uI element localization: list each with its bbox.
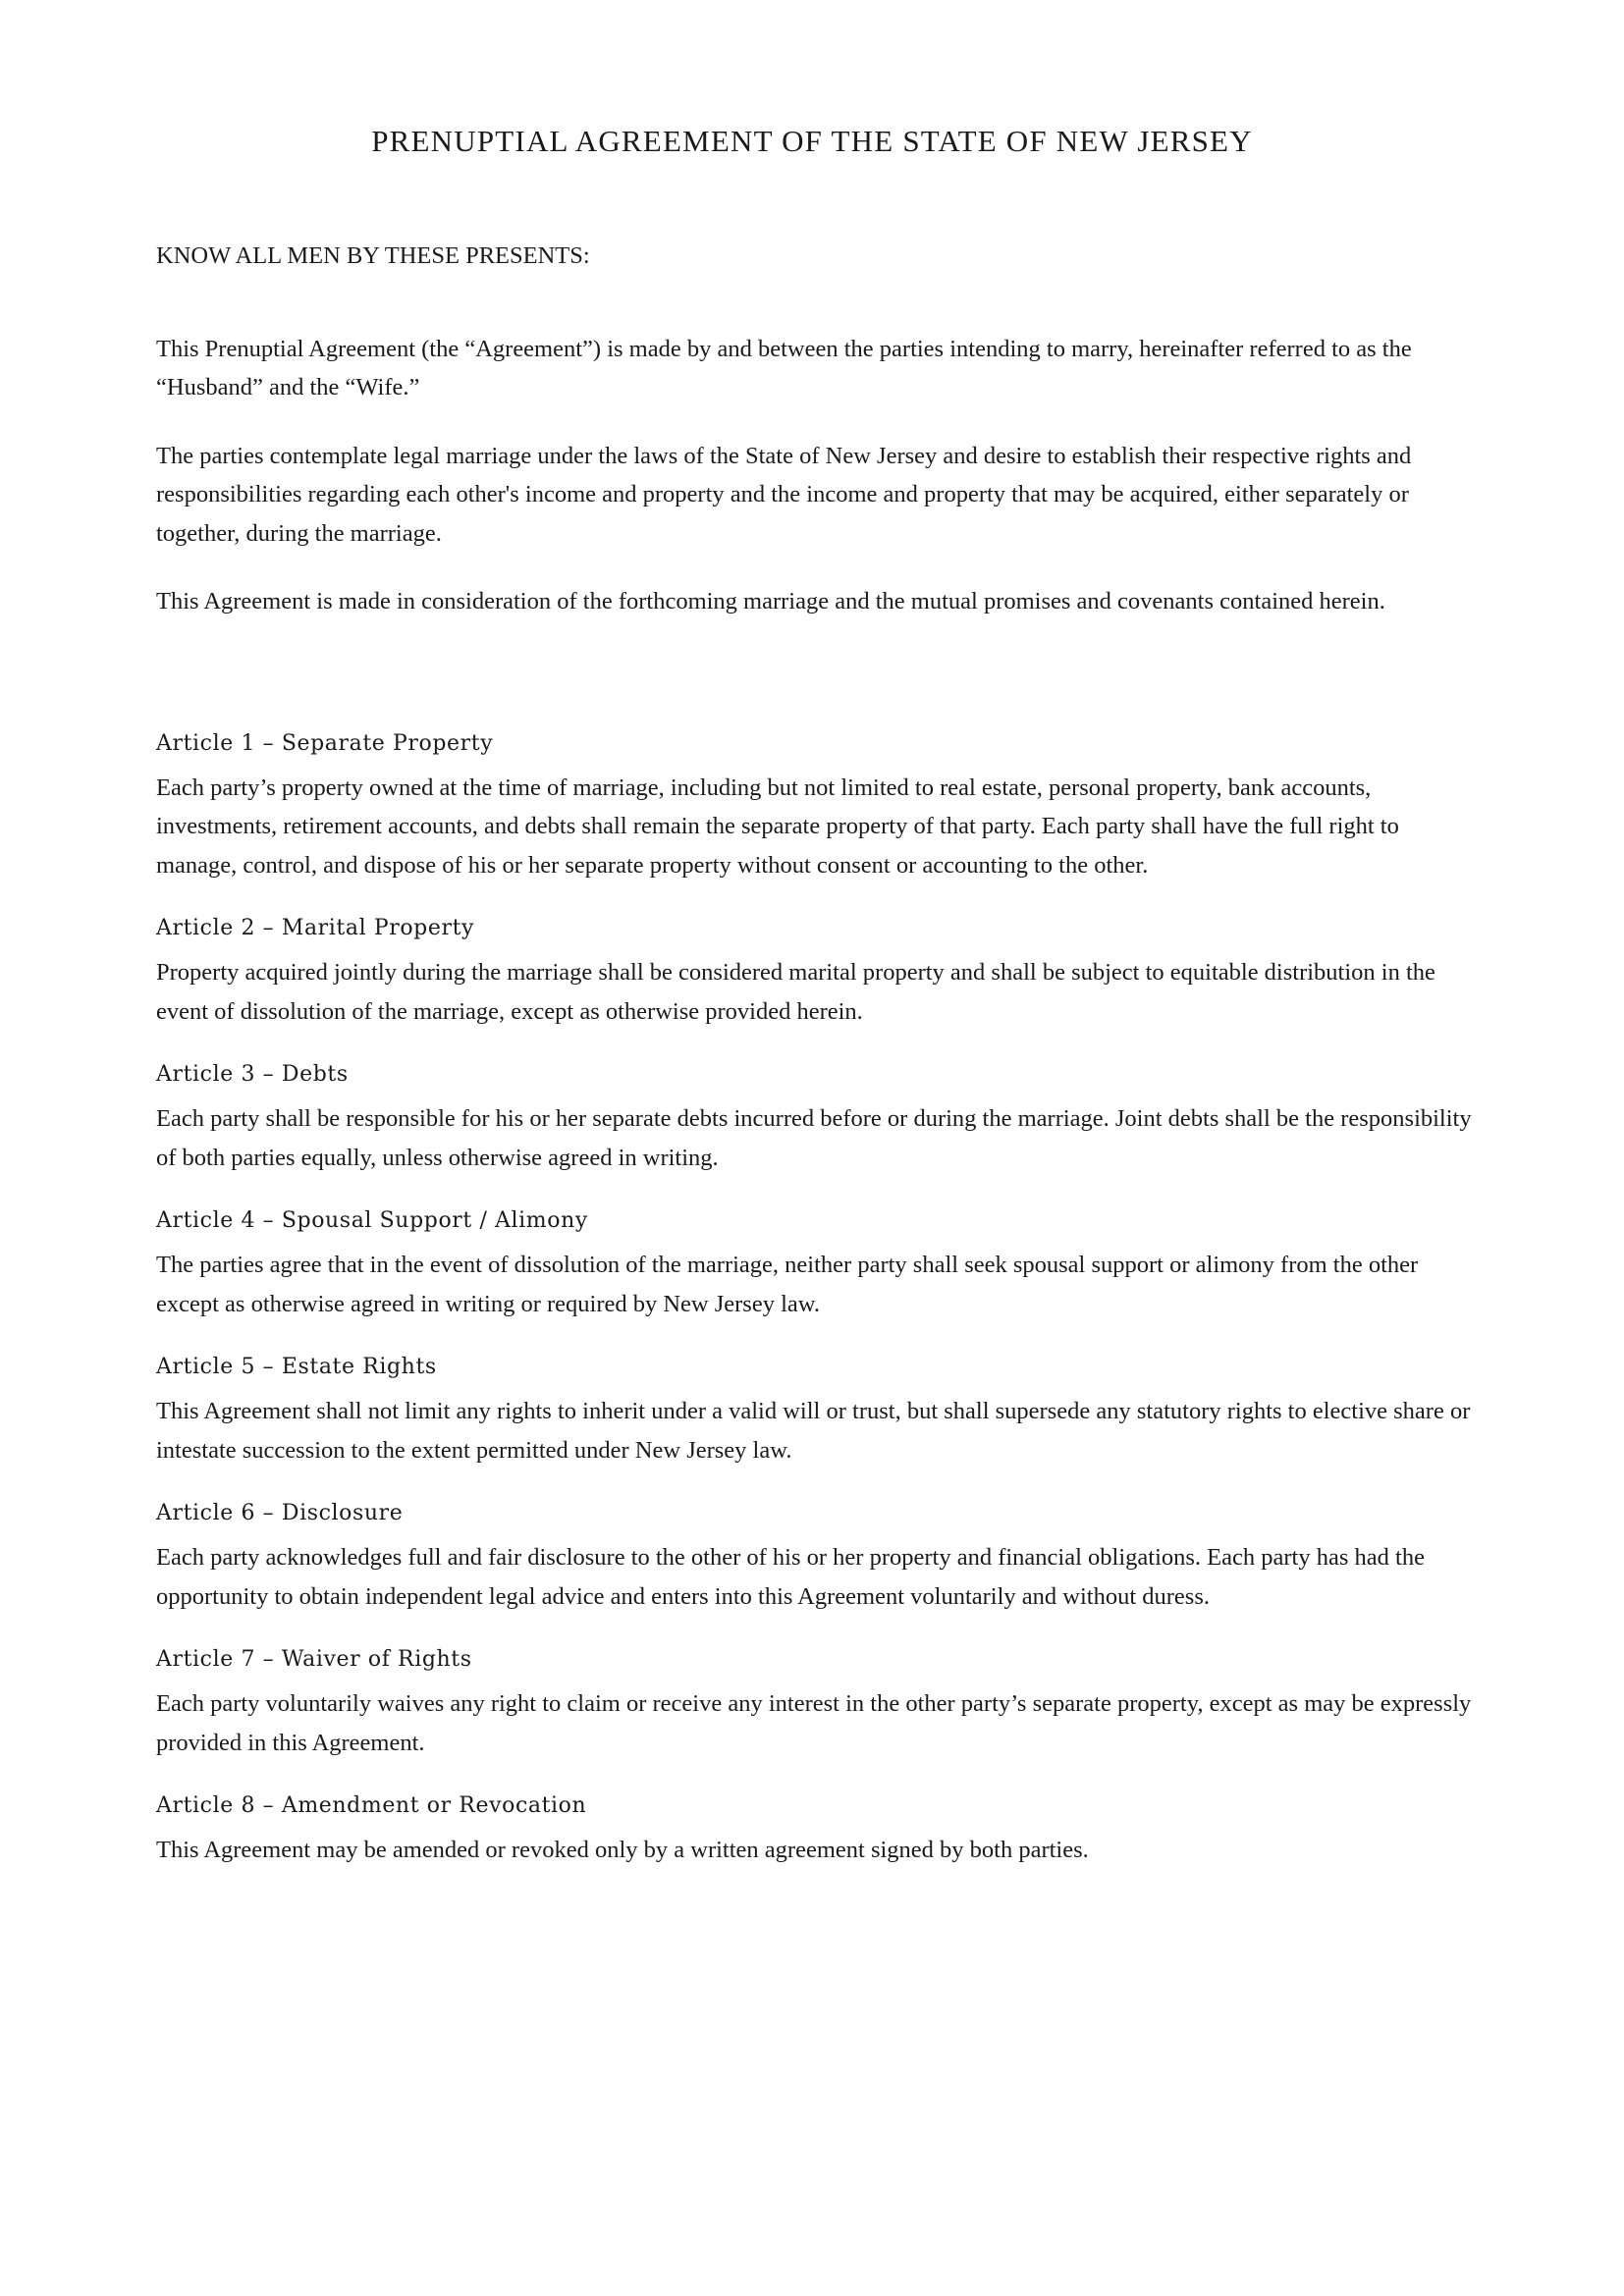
article-heading: Article 4 – Spousal Support / Alimony	[156, 1208, 588, 1233]
intro-paragraph: This Prenuptial Agreement (the “Agreement”) is made by and between the parties intending to marry, hereinafter referred to as the “Husband” and the “Wife.”	[156, 335, 1412, 400]
article-body: The parties agree that in the event of dissolution of the marriage, neither party shall seek spousal support or alimony from the other except as otherwise agreed in writing or required by New Jersey law.	[156, 1252, 1419, 1317]
article-heading: Article 2 – Marital Property	[156, 916, 475, 940]
article-1	[156, 725, 1482, 885]
article-5	[156, 1349, 1482, 1469]
article-heading: Article 3 – Debts	[156, 1062, 349, 1087]
article-6	[156, 1495, 1482, 1616]
article-heading: Article 6 – Disclosure	[156, 1501, 404, 1525]
document-body	[156, 237, 1482, 1896]
article-8	[156, 1788, 1482, 1870]
article-body: Each party acknowledges full and fair disclosure to the other of his or her property and financial obligations. Each party has had the opportunity to obtain independent legal advice and enters into this Agreement voluntarily and without duress.	[156, 1544, 1425, 1610]
article-heading: Article 5 – Estate Rights	[156, 1355, 437, 1379]
article-body: Each party shall be responsible for his or her separate debts incurred before or during the marriage. Joint debts shall be the responsibility of both parties equally, unless otherwise agreed in writing.	[156, 1105, 1472, 1171]
intro-paragraph: The parties contemplate legal marriage under the laws of the State of New Jersey and desire to establish their respective rights and responsibilities regarding each other's income and property and the income and property that may be acquired, either separately or together, during the marriage.	[156, 442, 1412, 547]
article-body: Each party voluntarily waives any right to claim or receive any interest in the other party’s separate property, except as may be expressly provided in this Agreement.	[156, 1690, 1472, 1756]
article-body: This Agreement may be amended or revoked only by a written agreement signed by both parties.	[156, 1837, 1089, 1863]
intro-paragraph: This Agreement is made in consideration of the forthcoming marriage and the mutual promises and covenants contained herein.	[156, 588, 1385, 614]
article-heading: Article 1 – Separate Property	[156, 730, 494, 756]
article-2	[156, 910, 1482, 1031]
article-body: This Agreement shall not limit any rights to inherit under a valid will or trust, but shall supersede any statutory rights to elective share or intestate succession to the extent permitted under New Jersey law.	[156, 1398, 1471, 1464]
article-body: Property acquired jointly during the marriage shall be considered marital property and shall be subject to equitable distribution in the event of dissolution of the marriage, except as otherwise provided herein.	[156, 959, 1435, 1025]
intro-section	[156, 330, 1482, 621]
articles-section	[156, 725, 1482, 1870]
article-heading: Article 8 – Amendment or Revocation	[156, 1793, 587, 1818]
salutation: KNOW ALL MEN BY THESE PRESENTS:	[156, 242, 590, 269]
article-heading: Article 7 – Waiver of Rights	[156, 1647, 472, 1672]
article-4	[156, 1202, 1482, 1323]
article-3	[156, 1056, 1482, 1177]
article-7	[156, 1641, 1482, 1762]
article-body: Each party’s property owned at the time of marriage, including but not limited to real estate, personal property, bank accounts, investments, retirement accounts, and debts shall remain the separate property of that party. Each party shall have the full right to manage, control, and dispose of his or her separate property without consent or accounting to the other.	[156, 774, 1399, 879]
document-title: PRENUPTIAL AGREEMENT OF THE STATE OF NEW JERSEY	[371, 124, 1253, 158]
